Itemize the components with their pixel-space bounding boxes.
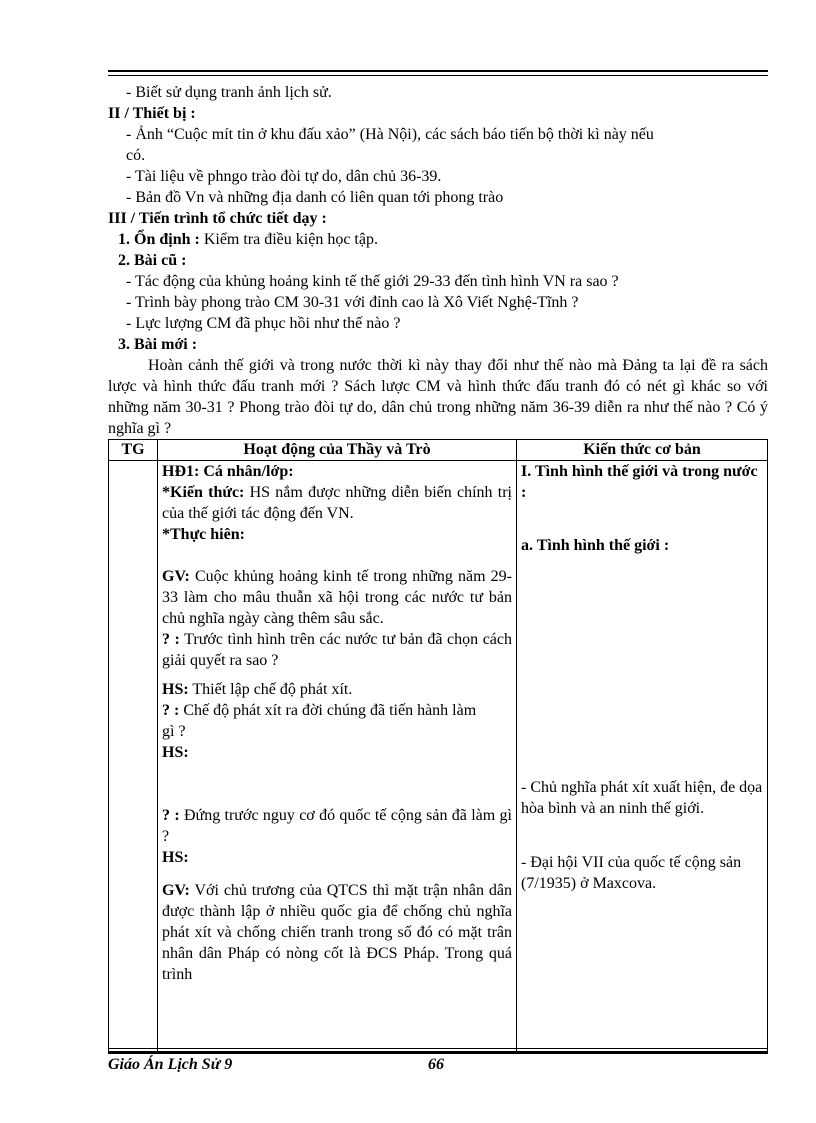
activity-text: Thiết lập chế độ phát xít.	[192, 681, 353, 698]
lesson-table	[108, 439, 768, 1052]
activity-text: Trước tình hình trên các nước tư bản đã chọn cách giải quyết ra sao ?	[162, 631, 513, 669]
activity-label: HS:	[162, 744, 189, 761]
page-number: 66	[428, 1056, 444, 1073]
activity-label: HS:	[162, 849, 189, 866]
step-text: Kiểm tra điều kiện học tập.	[203, 231, 378, 248]
intro-line: - Trình bày phong trào CM 30-31 với đỉnh cao là Xô Viết Nghệ-Tĩnh ?	[126, 294, 579, 311]
intro-line: - Tài liệu về phngo trào đòi tự do, dân chủ 36-39.	[126, 168, 442, 185]
knowledge-cell	[517, 461, 768, 1052]
table-header: TG	[109, 440, 158, 461]
time-cell	[109, 461, 158, 1052]
bottom-rule-thin	[108, 1048, 768, 1049]
table-header: Kiến thức cơ bản	[517, 440, 768, 461]
intro-paragraph: Hoàn cảnh thế giới và trong nước thời kì này thay đổi như thế nào mà Đảng ta lại đề ra sách lược và hình thức đấu tranh mới ? Sách lược CM và hình thức đấu tranh đó có nét gì khác so với những năm 30-31 ? Phong trào đòi tự do, dân chủ trong những năm 36-39 diễn ra như thế nào ? Có ý nghĩa gì ?	[108, 357, 768, 437]
page-footer	[108, 1056, 768, 1074]
step-label: 3. Bài mới :	[118, 336, 198, 353]
table-header-row	[109, 440, 768, 461]
activity-label: GV:	[162, 568, 190, 585]
activity-label: ? :	[162, 702, 180, 719]
intro-line: - Ảnh “Cuộc mít tin ở khu đấu xảo” (Hà Nội), các sách báo tiến bộ thời kì này nếu	[126, 126, 654, 143]
intro-line: - Bản đồ Vn và những địa danh có liên quan tới phong trào	[126, 189, 504, 206]
activity-label: *Kiến thức:	[162, 484, 245, 501]
activity-label: *Thực hiên:	[162, 526, 245, 543]
activity-text: Chế độ phát xít ra đời chúng đã tiến hành làm	[183, 702, 477, 719]
section-heading: III / Tiến trình tổ chức tiết dạy :	[108, 210, 327, 227]
top-rule-thin	[108, 75, 768, 76]
activity-cell	[158, 461, 517, 1052]
knowledge-text: - Đại hội VII của quốc tế cộng sản (7/1935) ở Maxcova.	[521, 854, 742, 892]
activity-text: HS nắm được những diễn biến chính trị của thế giới tác động đến VN.	[162, 484, 513, 522]
intro-line	[108, 229, 768, 250]
page-content	[108, 82, 768, 1052]
activity-text: gì ?	[162, 723, 186, 740]
table-row	[109, 461, 768, 1052]
activity-label: HS:	[162, 681, 189, 698]
knowledge-heading: a. Tình hình thế giới :	[521, 537, 670, 554]
section-heading: II / Thiết bị :	[108, 105, 196, 122]
intro-line: - Lực lượng CM đã phục hồi như thế nào ?	[126, 315, 401, 332]
knowledge-text: - Chủ nghĩa phát xít xuất hiện, đe dọa hòa bình và an ninh thế giới.	[521, 779, 763, 817]
footer-title: Giáo Án Lịch Sử 9	[108, 1056, 233, 1073]
activity-text: Với chủ trương của QTCS thì mặt trận nhân dân được thành lập ở nhiều quốc gia để chống chủ nghĩa phát xít và chống chiến tranh trong số đó có mặt trân nhân dân Pháp có nòng cốt là ĐCS Pháp. Trong quá trình	[162, 882, 513, 983]
step-label: 1. Ổn định :	[118, 231, 200, 248]
intro-line: - Tác động của khủng hoảng kinh tế thế giới 29-33 đến tình hình VN ra sao ?	[126, 273, 619, 290]
activity-label: ? :	[162, 631, 180, 648]
bottom-rule-thick	[108, 1052, 768, 1054]
activity-text: Cuộc khủng hoảng kinh tế trong những năm 29-33 làm cho mâu thuẫn xã hội trong các nước tư bản chủ nghĩa ngày càng thêm sâu sắc.	[162, 568, 513, 627]
intro-line: có.	[126, 147, 146, 164]
top-rule-thick	[108, 70, 768, 72]
knowledge-heading: I. Tình hình thế giới và trong nước :	[521, 463, 758, 501]
intro-line: - Biết sử dụng tranh ảnh lịch sử.	[126, 84, 332, 101]
activity-label: ? :	[162, 807, 180, 824]
step-label: 2. Bài cũ :	[118, 252, 187, 269]
activity-title: HĐ1: Cá nhân/lớp:	[162, 463, 294, 480]
table-header: Hoạt động của Thầy và Trò	[158, 440, 517, 461]
activity-label: GV:	[162, 882, 190, 899]
activity-text: Đứng trước nguy cơ đó quốc tế cộng sản đã làm gì ?	[162, 807, 512, 845]
